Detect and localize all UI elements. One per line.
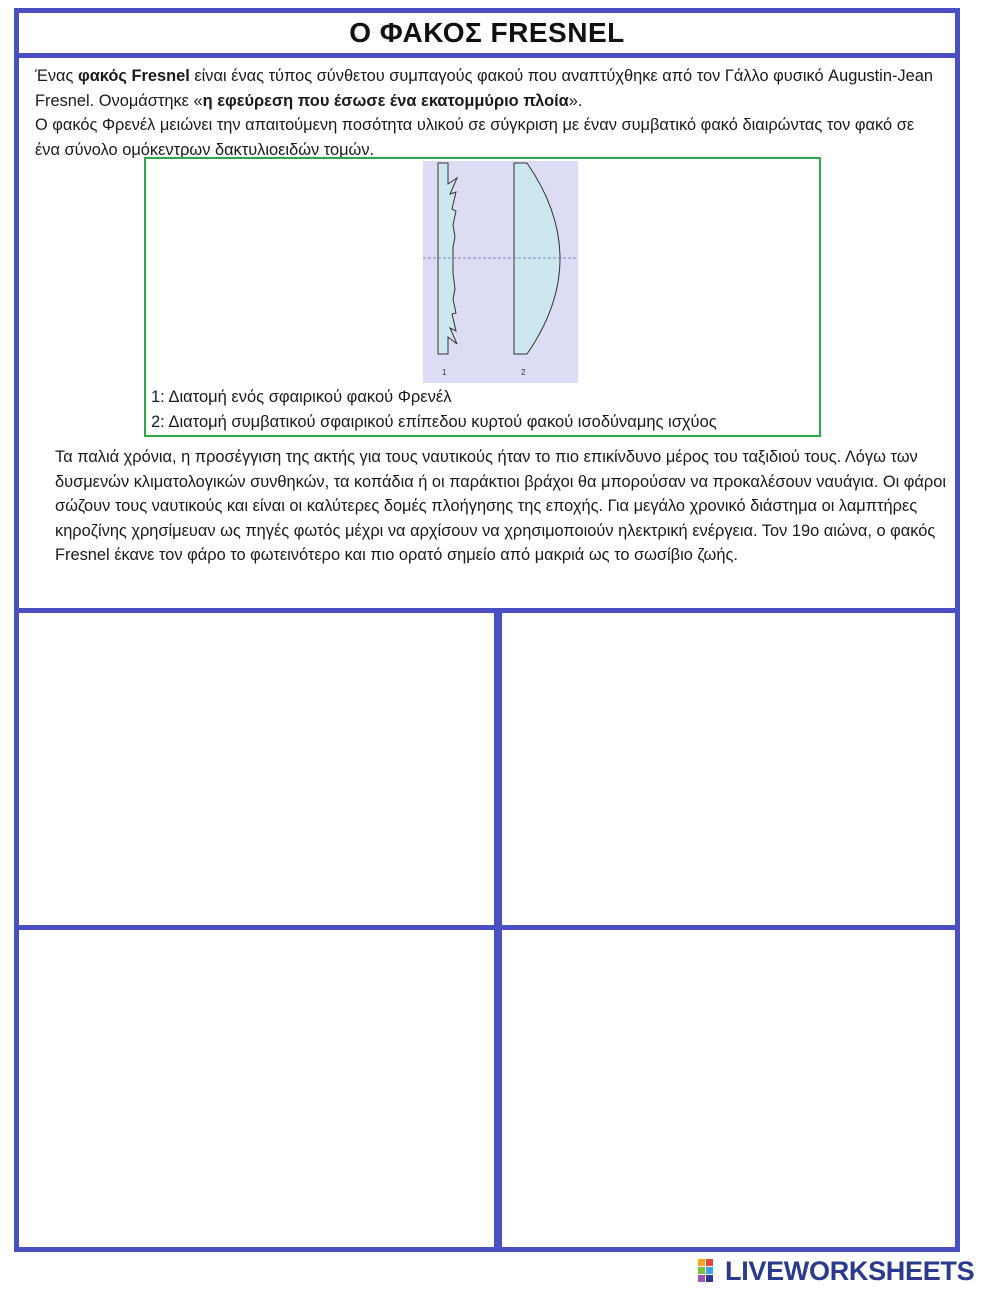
answer-cell-4 xyxy=(494,925,960,1252)
caption-2: 2: Διατομή συμβατικού σφαιρικού επίπεδου κυρτού φακού ισοδύναμης ισχύος xyxy=(151,413,717,431)
intro-bold-quote: η εφεύρεση που έσωσε ένα εκατομμύριο πλοία xyxy=(202,91,569,110)
brand-footer[interactable] xyxy=(697,1256,974,1286)
brand-name: LIVEWORKSHEETS xyxy=(725,1255,975,1286)
intro-bold-term: φακός Fresnel xyxy=(77,67,190,85)
story-paragraph: Τα παλιά χρόνια, η προσέγγιση της ακτής για τους ναυτικούς ήταν το πιο επικίνδυνο μέρος του ταξιδιού τους. Λόγω των δυσμενών κλιματολογικών συνθηκών, τα κοπάδια ή οι παράκτιοι βράχοι θα μπορούσαν να προκαλέσουν ναυάγια. Οι φάροι σώζουν τους ναυτικούς και είναι οι καλύτερες δομές πλοήγησης της εποχής. Για μεγάλο χρονικό διάστημα οι λαμπτήρες κηροζίνης χρησίμευαν ως πηγές φωτός μέχρι να αρχίσουν να χρησιμοποιούν ηλεκτρική ενέργεια. Τον 19ο αιώνα, ο φακός Fresnel έκανε τον φάρο το φωτεινότερο και πιο ορατό σημείο από μακριά ως το σωσίβιο ζωής. xyxy=(55,448,946,564)
intro-text-4: Ο φακός Φρενέλ μειώνει την απαιτούμενη ποσότητα υλικού σε σύγκριση με έναν συμβατικό φακό διαιρώντας τον φακό σε ένα σύνολο ομόκεντρων δακτυλιοειδών τομών. xyxy=(35,116,915,159)
answer-cell-3 xyxy=(14,925,502,1252)
caption-1: 1: Διατομή ενός σφαιρικού φακού Φρενέλ xyxy=(151,388,452,406)
figure-box xyxy=(144,157,821,437)
answer-cell-2 xyxy=(494,608,960,930)
diagram-label-2: 2 xyxy=(521,368,526,377)
intro-text-2: είναι ένας τύπος σύνθετου συμπαγούς φακού που αναπτύχθηκε από τον Γάλλο φυσικό Augustin-Jean Fresnel. Ονομάστηκε « xyxy=(35,67,933,110)
lens-diagram xyxy=(423,161,578,383)
content-box xyxy=(14,53,960,613)
diagram-label-1: 1 xyxy=(442,368,447,377)
page-title: Ο ΦΑΚΟΣ FRESNEL xyxy=(349,17,625,48)
intro-text-1: Ένας xyxy=(35,67,78,85)
intro-text-3: ». xyxy=(568,91,583,110)
answer-cell-1 xyxy=(14,608,502,930)
title-box xyxy=(14,8,960,58)
liveworksheets-logo-icon xyxy=(697,1258,723,1284)
intro-paragraph xyxy=(35,64,935,162)
